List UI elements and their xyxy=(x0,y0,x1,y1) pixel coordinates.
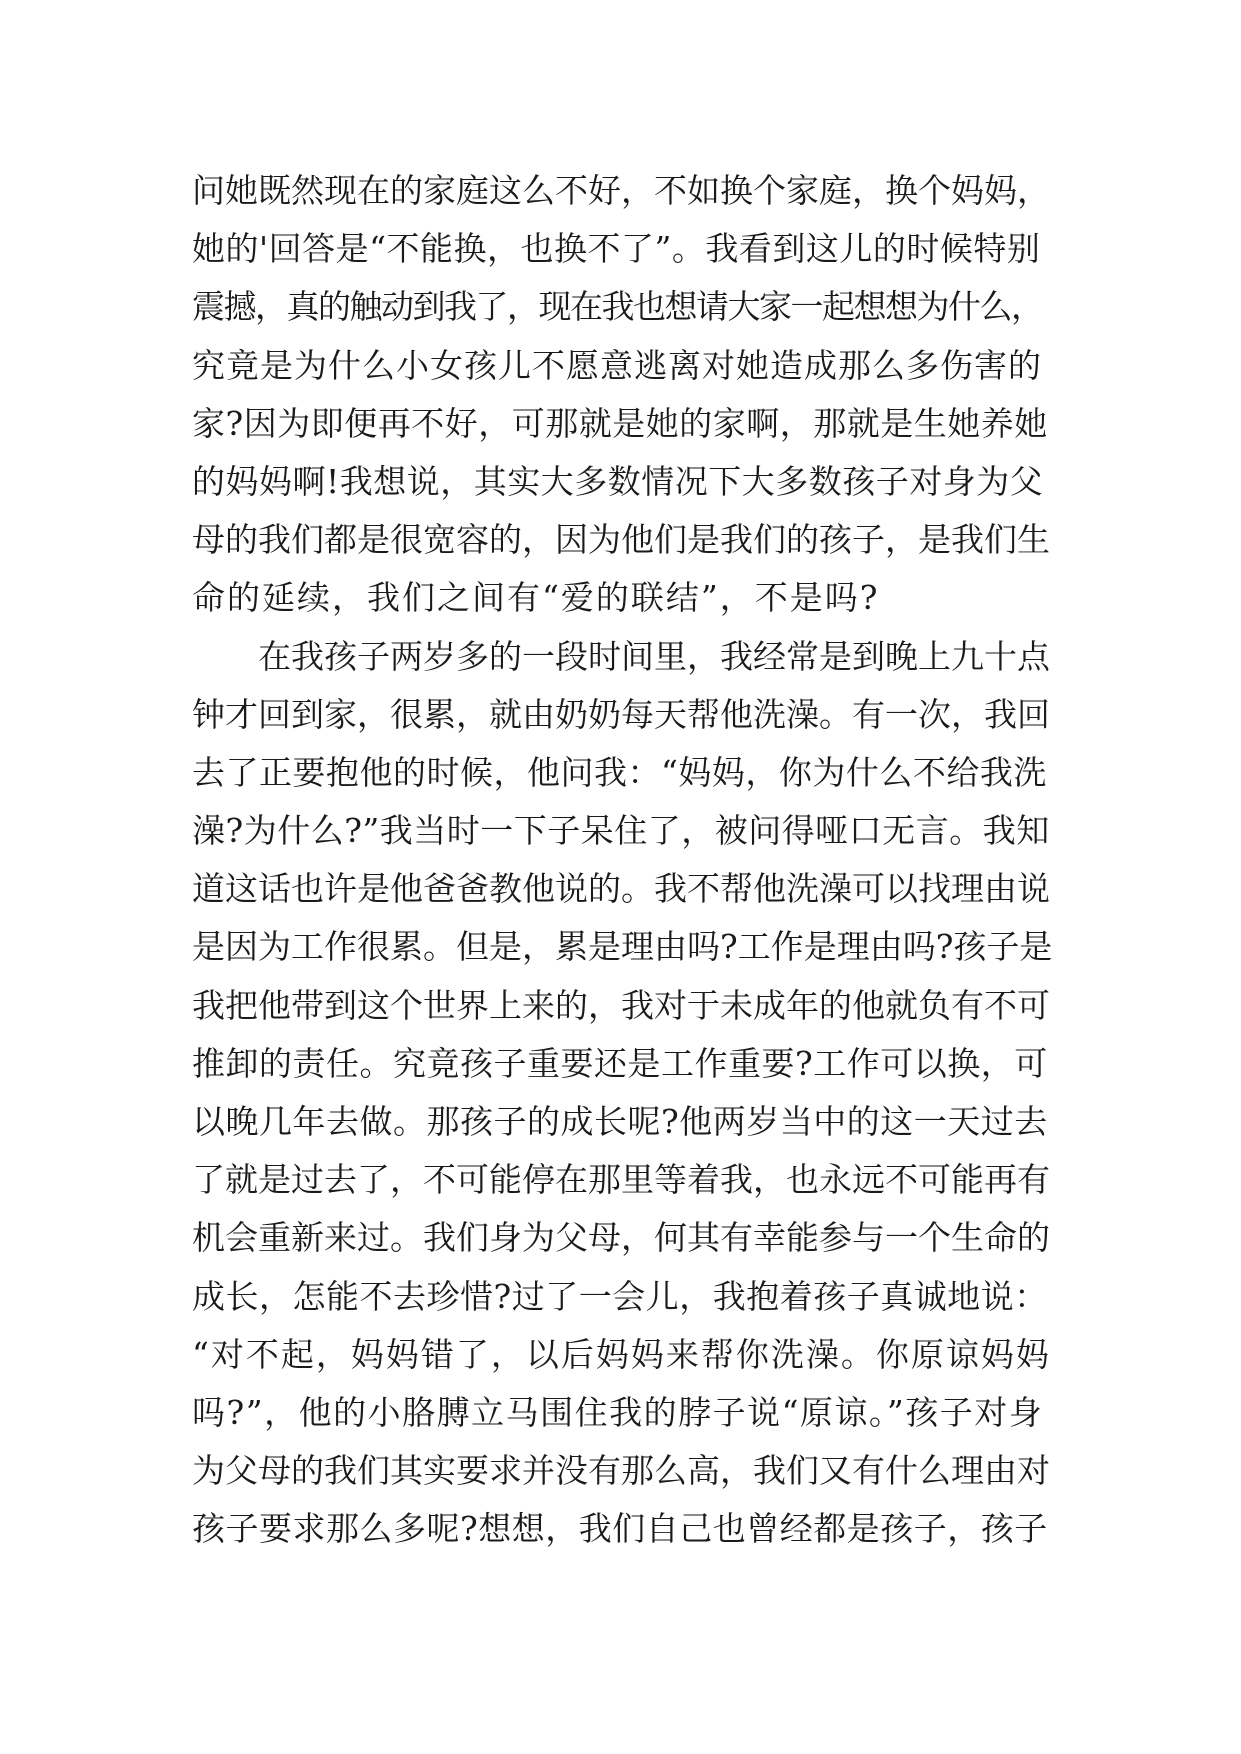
text-line: 问她既然现在的家庭这么不好，不如换个家庭，换个妈妈， xyxy=(192,171,1050,210)
text-line: “对不起，妈妈错了，以后妈妈来帮你洗澡。你原谅妈妈 xyxy=(192,1334,1051,1374)
text-line: 以晚几年去做。那孩子的成长呢?他两岁当中的这一天过去 xyxy=(192,1102,1048,1141)
text-line: 母的我们都是很宽容的，因为他们是我们的孩子，是我们生 xyxy=(192,520,1050,560)
text-line: 她的'回答是“不能换，也换不了”。我看到这儿的时候特别 xyxy=(192,229,1041,269)
text-line: 机会重新来过。我们身为父母，何其有幸能参与一个生命的 xyxy=(192,1218,1050,1258)
text-line: 命的延续，我们之间有“爱的联结”，不是吗? xyxy=(192,578,880,618)
text-line: 究竟是为什么小女孩儿不愿意逃离对她造成那么多伤害的 xyxy=(192,345,1042,385)
text-line: 是因为工作很累。但是，累是理由吗?工作是理由吗?孩子是 xyxy=(192,927,1053,967)
text-line: 家?因为即便再不好，可那就是她的家啊，那就是生她养她 xyxy=(192,403,1048,443)
text-line: 的妈妈啊!我想说，其实大多数情况下大多数孩子对身为父 xyxy=(192,461,1044,501)
text-line: 道这话也许是他爸爸教他说的。我不帮他洗澡可以找理由说 xyxy=(192,869,1050,909)
text-line: 了就是过去了，不可能停在那里等着我，也永远不可能再有 xyxy=(192,1160,1050,1200)
text-line: 澡?为什么?”我当时一下子呆住了，被问得哑口无言。我知 xyxy=(192,811,1050,851)
text-line: 在我孩子两岁多的一段时间里，我经常是到晚上九十点 xyxy=(192,636,1050,676)
text-line: 去了正要抱他的时候，他问我：“妈妈，你为什么不给我洗 xyxy=(192,752,1047,792)
text-line: 成长，怎能不去珍惜?过了一会儿，我抱着孩子真诚地说： xyxy=(192,1276,1048,1316)
text-line: 吗?”，他的小胳膊立马围住我的脖子说“原谅。”孩子对身 xyxy=(192,1392,1044,1432)
text-line: 我把他带到这个世界上来的，我对于未成年的他就负有不可 xyxy=(192,985,1050,1025)
document-text-body xyxy=(192,162,1052,1559)
text-line: 孩子要求那么多呢?想想，我们自己也曾经都是孩子，孩子 xyxy=(192,1509,1048,1549)
text-line: 推卸的责任。究竟孩子重要还是工作重要?工作可以换，可 xyxy=(192,1043,1048,1083)
text-line: 钟才回到家，很累，就由奶奶每天帮他洗澡。有一次，我回 xyxy=(192,694,1050,734)
text-line: 震撼，真的触动到我了，现在我也想请大家一起想想为什么， xyxy=(192,287,1043,327)
text-line: 为父母的我们其实要求并没有那么高，我们又有什么理由对 xyxy=(192,1451,1050,1491)
